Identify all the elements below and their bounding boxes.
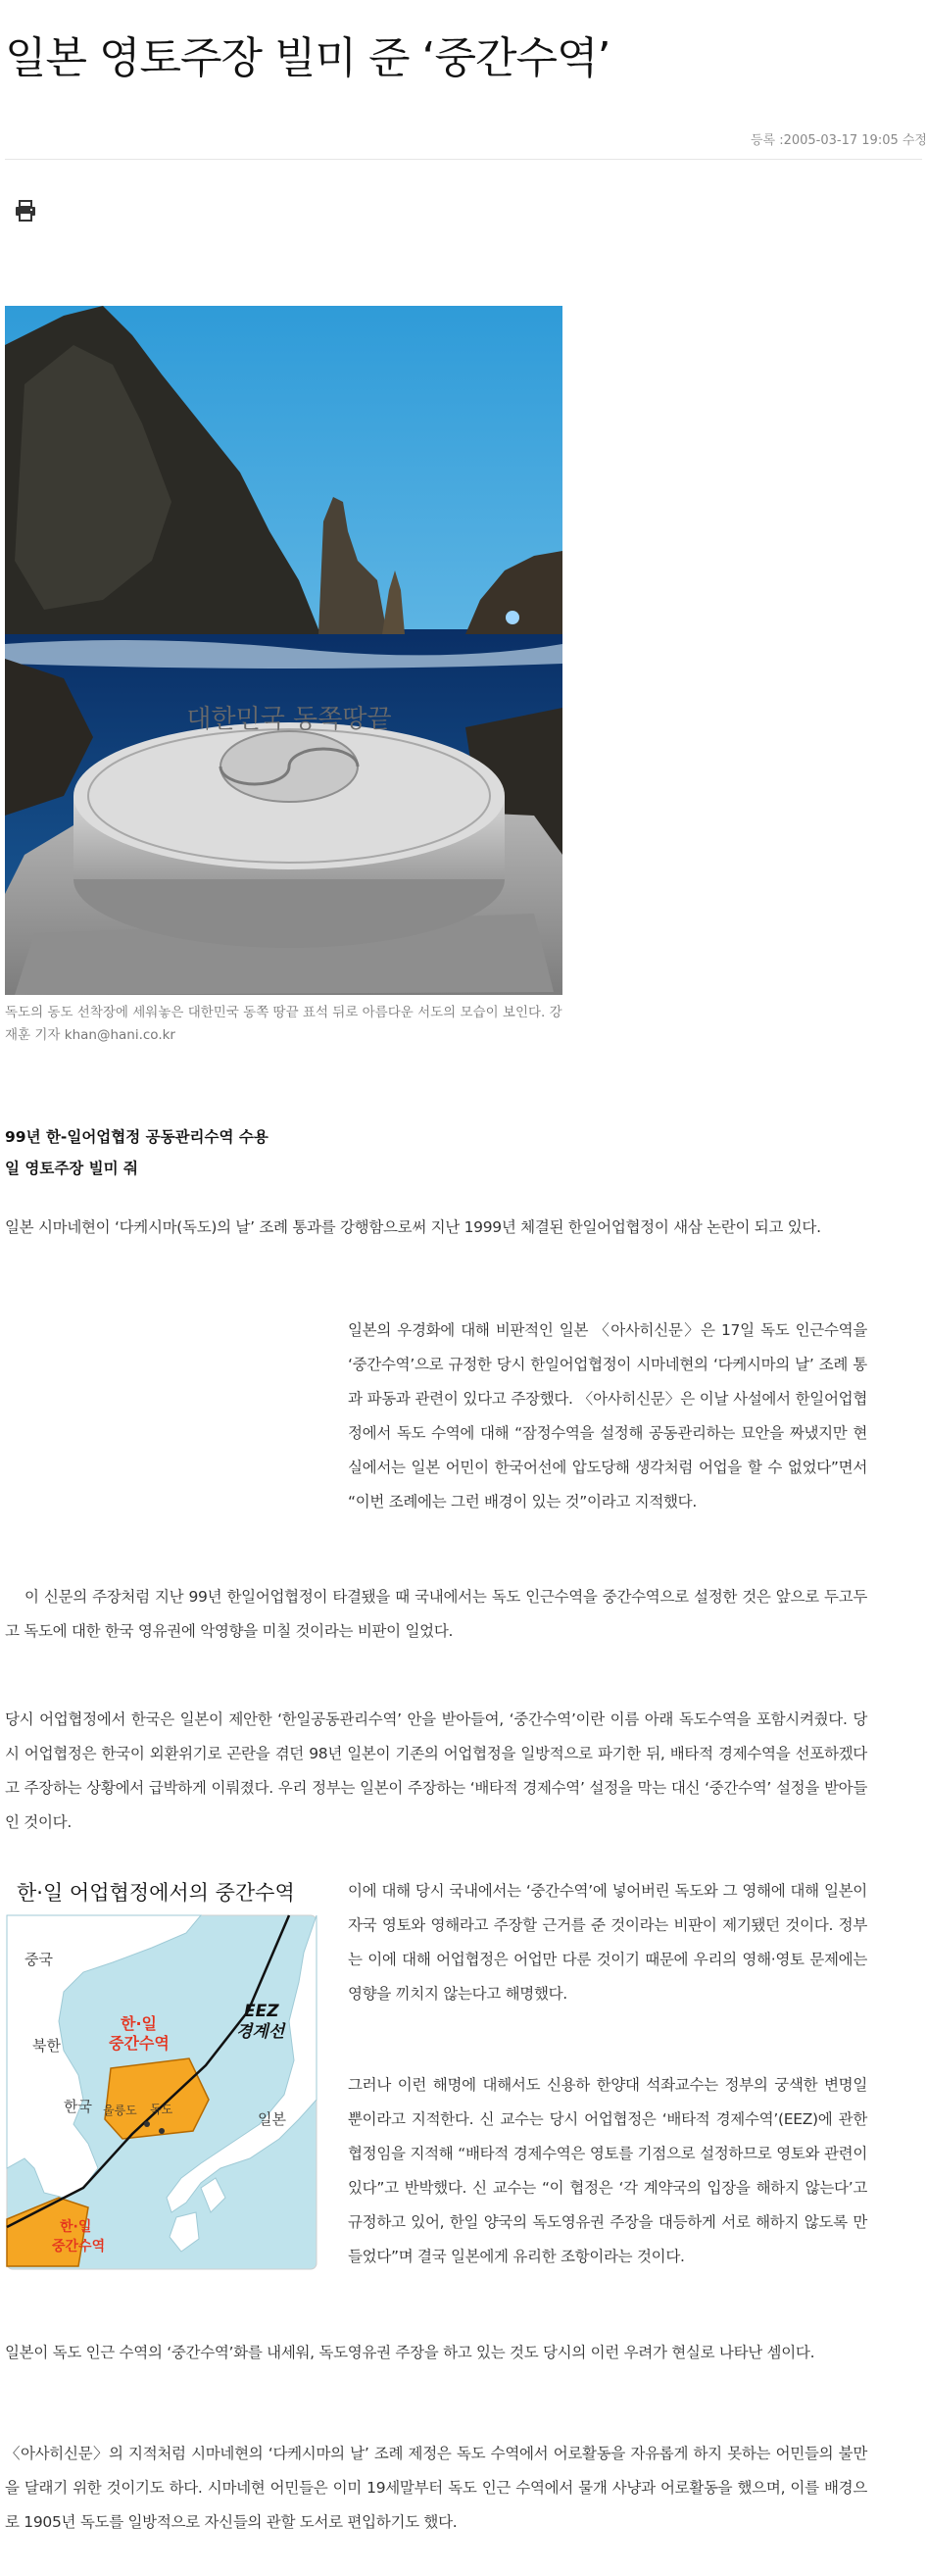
stone-engraving: 대한민국 동쪽땅끝 <box>186 705 392 734</box>
article-photo <box>5 306 562 995</box>
article-title: 일본 영토주장 빌미 준 ‘중간수역’ <box>5 33 610 83</box>
photo-caption: 독도의 동도 선착장에 세워놓은 대한민국 동쪽 땅끝 표석 뒤로 아름다운 서도의 모습이 보인다. 강재훈 기자 khan@hani.co.kr <box>5 1005 562 1043</box>
print-button[interactable] <box>14 199 37 223</box>
map-label-ulleungdo: 울릉도 <box>103 2104 137 2117</box>
map-label-eez-1: EEZ <box>244 2002 279 2021</box>
paragraph-8: 〈아사히신문〉의 지적처럼 시마네현의 ‘다케시마의 날’ 조례 제정은 독도 수역에서 어로활동을 자유롭게 하지 못하는 어민들의 불만을 달래기 위한 것이기도 하다. 시마네현 어민들은 이미 19세말부터 독도 인근 수역에서 물개 사냥과 어로활동을 했으며, 이를 배경으로 1905년 독도를 일방적으로 자신들의 관할 도서로 편입하기도 했다. <box>5 2445 867 2531</box>
map-label-china: 중국 <box>24 1951 53 1968</box>
paragraph-3: 이 신문의 주장처럼 지난 99년 한일어업협정이 타결됐을 때 국내에서는 독도 인근수역을 중간수역으로 설정한 것은 앞으로 두고두고 독도에 대한 한국 영유권에 악영향을 미칠 것이라는 비판이 일었다. <box>5 1588 867 1640</box>
fishery-zone-map <box>5 1874 318 2271</box>
printer-icon <box>14 199 37 223</box>
map-title: 한·일 어업협정에서의 중간수역 <box>17 1881 295 1905</box>
map-label-eez-2: 경계선 <box>236 2022 285 2042</box>
subhead-2: 일 영토주장 빌미 줘 <box>5 1160 138 1177</box>
paragraph-7: 일본이 독도 인근 수역의 ‘중간수역’화를 내세워, 독도영유권 주장을 하고 있는 것도 당시의 이런 우려가 현실로 나타난 셈이다. <box>5 2344 815 2361</box>
paragraph-5: 이에 대해 당시 국내에서는 ‘중간수역’에 넣어버린 독도와 그 영해에 대해 일본이 자국 영토와 영해라고 주장할 근거를 준 것이라는 비판이 제기됐던 것이다. 정부는 이에 대해 어업협정은 어업만 다룬 것이기 때문에 우리의 영해·영토 문제에는 영향을 끼치지 않는다고 해명했다. <box>348 1882 867 2003</box>
header-divider <box>5 159 922 160</box>
subhead-1: 99년 한-일어업협정 공동관리수역 수용 <box>5 1128 268 1146</box>
map-label-korea: 한국 <box>64 2098 92 2115</box>
map-label-japan: 일본 <box>258 2110 286 2128</box>
paragraph-6: 그러나 이런 해명에 대해서도 신용하 한양대 석좌교수는 정부의 궁색한 변명일 뿐이라고 지적한다. 신 교수는 당시 어업협정은 ‘배타적 경제수역’(EEZ)에 관한 협정임을 지적해 “배타적 경제수역은 영토를 기점으로 설정하므로 영토와 관련이 있다”고 반박했다. 신 교수는 “이 협정은 ‘각 계약국의 입장을 해하지 않는다’고 규정하고 있어, 한일 양국의 독도영유권 주장을 대등하게 서로 해하지 않도록 만들었다”며 결국 일본에게 유리한 조항이라는 것이다. <box>348 2076 867 2265</box>
map-label-dokdo: 독도 <box>150 2103 173 2116</box>
paragraph-2: 일본의 우경화에 대해 비판적인 일본 〈아사히신문〉은 17일 독도 인근수역을 ‘중간수역’으로 규정한 당시 한일어업협정이 시마네현의 ‘다케시마의 날’ 조례 통과 파동과 관련이 있다고 주장했다. 〈아사히신문〉은 이날 사설에서 한일어업협정에서 독도 수역에 대해 “잠정수역을 설정해 공동관리하는 묘안을 짜냈지만 현실에서는 일본 어민이 한국어선에 압도당해 생각처럼 어업을 할 수 없었다”면서 “이번 조례에는 그런 배경이 있는 것”이라고 지적했다. <box>348 1321 867 1511</box>
paragraph-4: 당시 어업협정에서 한국은 일본이 제안한 ‘한일공동관리수역’ 안을 받아들여, ‘중간수역’이란 이름 아래 독도수역을 포함시켜줬다. 당시 어업협정은 한국이 외환위기로 곤란을 겪던 98년 일본이 기존의 어업협정을 일방적으로 파기한 뒤, 배타적 경제수역을 선포하겠다고 주장하는 상황에서 급박하게 이뤄졌다. 우리 정부는 일본이 주장하는 ‘배타적 경제수역’ 설정을 막는 대신 ‘중간수역’ 설정을 받아들인 것이다. <box>5 1710 867 1831</box>
map-label-zone-bottom-1: 한·일 <box>60 2219 92 2235</box>
map-label-north-korea: 북한 <box>32 2037 61 2055</box>
map-label-zone-bottom-2: 중간수역 <box>52 2239 106 2254</box>
paragraph-1: 일본 시마네현이 ‘다케시마(독도)의 날’ 조례 통과를 강행함으로써 지난 1999년 체결된 한일어업협정이 새삼 논란이 되고 있다. <box>5 1218 821 1236</box>
article-dateline: 등록 :2005-03-17 19:05 수정 <box>750 133 927 148</box>
map-label-zone-top-1: 한·일 <box>121 2014 157 2033</box>
map-label-zone-top-2: 중간수역 <box>109 2034 170 2053</box>
